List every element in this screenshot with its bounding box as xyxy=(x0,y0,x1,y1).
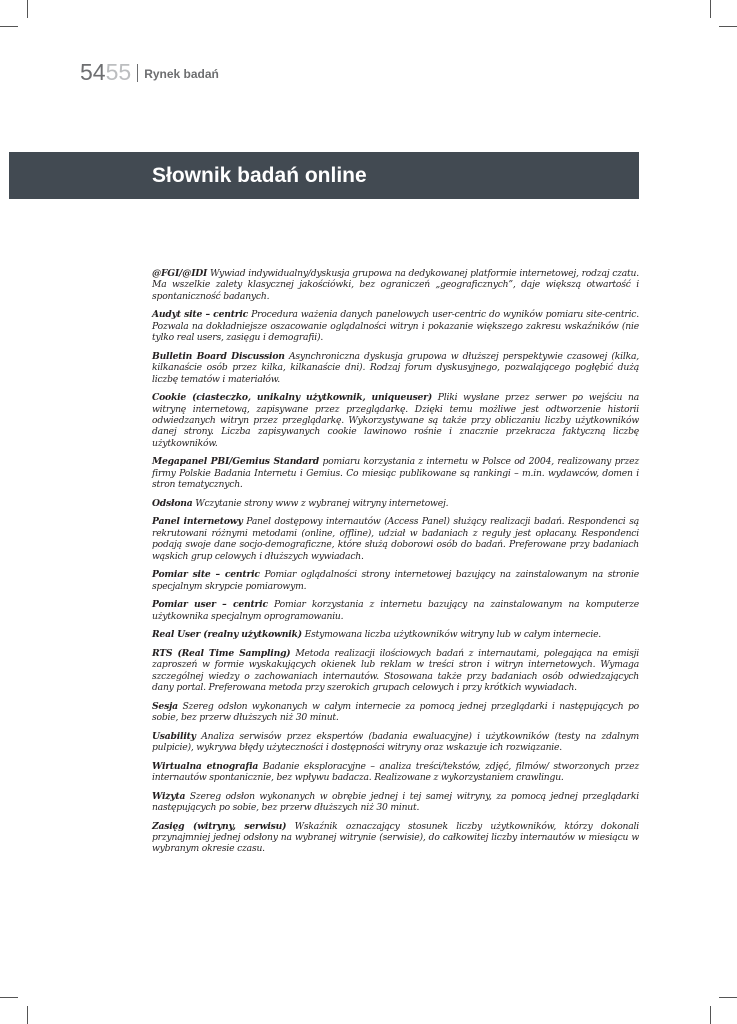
glossary-term: Sesja xyxy=(152,700,178,712)
glossary-entry xyxy=(152,268,639,302)
glossary-definition: Szereg odsłon wykonanych w obrębie jednej i tej samej witryny, za pomocą jednej przeglądarki następujących po sobie, bez przerw dłuższych niż 30 minut. xyxy=(152,790,639,814)
glossary-term: Wirtualna etnografia xyxy=(152,760,259,772)
running-header xyxy=(80,60,219,84)
glossary-entry xyxy=(152,498,639,509)
glossary-entry xyxy=(152,821,639,855)
glossary-term: Pomiar site – centric xyxy=(152,569,260,581)
glossary-term: Usability xyxy=(152,730,196,742)
glossary-term: Panel internetowy xyxy=(152,516,243,528)
glossary-definition: Wskaźnik oznaczający stosunek liczby użytkowników, którzy dokonali przynajmniej jednej odsłony na wybranej witrynie (serwisie), do całkowitej liczby internautów w miesiącu w wybranym okresie czasu. xyxy=(152,820,639,855)
glossary-entry xyxy=(152,701,639,724)
glossary-definition: Procedura ważenia danych panelowych user-centric do wyników pomiaru site-centric. Pozwala na dokładniejsze oszacowanie oglądalności witryn i pokazanie większego zakresu wskaźników (nie tylko real users, zasięgu i demografii). xyxy=(152,309,639,344)
glossary-term: Bulletin Board Discussion xyxy=(152,350,285,362)
glossary-entry xyxy=(152,516,639,562)
header-divider xyxy=(137,64,138,82)
glossary-entry xyxy=(152,351,639,385)
glossary-definition: Asynchroniczna dyskusja grupowa w dłuższej perspektywie czasowej (kilka, kilkanaście osób przez kilka, kilkanaście dni). Rodzaj forum dyskusyjnego, pozwalającego pogłębić dużą liczbę tematów i materiałów. xyxy=(152,350,639,385)
glossary-term: Odsłona xyxy=(152,497,193,509)
glossary-definition: pomiaru korzystania z internetu w Polsce od 2004, realizowany przez firmy Polskie Badania Internetu i Gemius. Co miesiąc publikowane są rankingi – m.in. wydawców, domen i stron tematycznych. xyxy=(152,456,639,491)
title-banner xyxy=(9,152,639,199)
glossary-term: Real User (realny użytkownik) xyxy=(152,629,302,641)
glossary-definition: Pomiar oglądalności strony internetowej bazujący na zainstalowanym na stronie specjalnym skrypcie pomiarowym. xyxy=(152,569,639,592)
page-number-left: 54 xyxy=(80,59,106,85)
glossary-list xyxy=(152,268,639,862)
glossary-entry xyxy=(152,761,639,784)
glossary-definition: Badanie eksploracyjne – analiza treści/tekstów, zdjęć, filmów/ stworzonych przez internautów spontanicznie, bez wpływu badacza. Realizowane z wykorzystaniem crawlingu. xyxy=(152,760,639,784)
glossary-entry xyxy=(152,309,639,343)
glossary-entry xyxy=(152,392,639,449)
glossary-definition: Analiza serwisów przez ekspertów (badania ewaluacyjne) i użytkowników (testy na zdalnym pulpicie), wykrywa błędy użyteczności i dostępności witryny oraz wskazuje ich rozwiązanie. xyxy=(152,730,639,754)
glossary-definition: Metoda realizacji ilościowych badań z internautami, polegająca na emisji zaproszeń w formie wyskakujących okienek lub reklam w treści stron i witryn internetowych. Wymaga szczególnej wiedzy o zachowaniach internautów. Stosowana także przy badaniach osób odwiedzających dany portal. Preferowana metoda przy szerokich grupach celowych i przy krótkich wywiadach. xyxy=(152,647,639,694)
crop-mark xyxy=(710,0,711,18)
crop-mark xyxy=(710,1006,711,1024)
glossary-term: Megapanel PBI/Gemius Standard xyxy=(152,456,320,468)
crop-mark xyxy=(719,26,737,27)
glossary-term: Zasięg (witryny, serwisu) xyxy=(152,820,287,832)
glossary-definition: Panel dostępowy internautów (Access Panel) służący realizacji badań. Respondenci są rekrutowani różnymi metodami (online, offline), udział w badaniach z reguły jest opłacany. Respondenci podają swoje dane socjo-demograficzne, które służą doborowi osób do badań. Preferowane przy badaniach wąskich grup celowych i dłuższych wywiadach. xyxy=(152,516,639,562)
glossary-term: Wizyta xyxy=(152,790,186,802)
glossary-entry xyxy=(152,629,639,640)
page-number-right: 55 xyxy=(105,59,132,85)
glossary-term: Pomiar user – centric xyxy=(152,599,268,611)
crop-mark xyxy=(27,1006,28,1024)
section-title: Rynek badań xyxy=(144,67,219,81)
glossary-entry xyxy=(152,456,639,490)
glossary-definition: Wywiad indywidualny/dyskusja grupowa na dedykowanej platformie internetowej, rodzaj czatu. Ma wszelkie zalety klasycznej jakościówki, bez ograniczeń „geograficznych”, daje większą otwartość i spontaniczność badanych. xyxy=(152,268,639,302)
glossary-entry xyxy=(152,599,639,622)
crop-mark xyxy=(719,997,737,998)
glossary-definition: Pliki wysłane przez serwer po wejściu na witrynę internetową, zapisywane przez przeglądarkę. Dzięki temu możliwe jest odtworzenie historii odwiedzanych witryn przez przeglądarkę. Wykorzystywane są także przy obliczaniu liczby użytkowników danej strony. Liczba zapisywanych cookie lawinowo rośnie i znacznie przekracza faktyczną liczbę użytkowników. xyxy=(152,392,640,449)
glossary-entry xyxy=(152,731,639,754)
glossary-entry xyxy=(152,648,639,694)
glossary-definition: Estymowana liczba użytkowników witryny lub w całym internecie. xyxy=(304,629,602,641)
crop-mark xyxy=(27,0,28,18)
glossary-definition: Szereg odsłon wykonanych w całym internecie za pomocą jednej przeglądarki i następujących po sobie, bez przerw dłuższych niż 30 minut. xyxy=(152,700,639,724)
glossary-definition: Wczytanie strony www z wybranej witryny internetowej. xyxy=(195,497,449,509)
glossary-term: RTS (Real Time Sampling) xyxy=(152,647,291,659)
glossary-term: Audyt site – centric xyxy=(152,309,249,321)
glossary-definition: Pomiar korzystania z internetu bazujący na zainstalowanym na komputerze użytkownika specjalnym oprogramowaniu. xyxy=(152,599,639,622)
page-title: Słownik badań online xyxy=(152,164,367,187)
glossary-term: @FGI/@IDI xyxy=(152,268,208,279)
crop-mark xyxy=(0,997,18,998)
crop-mark xyxy=(0,26,18,27)
glossary-entry xyxy=(152,569,639,592)
glossary-term: Cookie (ciasteczko, unikalny użytkownik, uniqueuser) xyxy=(152,392,432,404)
glossary-entry xyxy=(152,791,639,814)
